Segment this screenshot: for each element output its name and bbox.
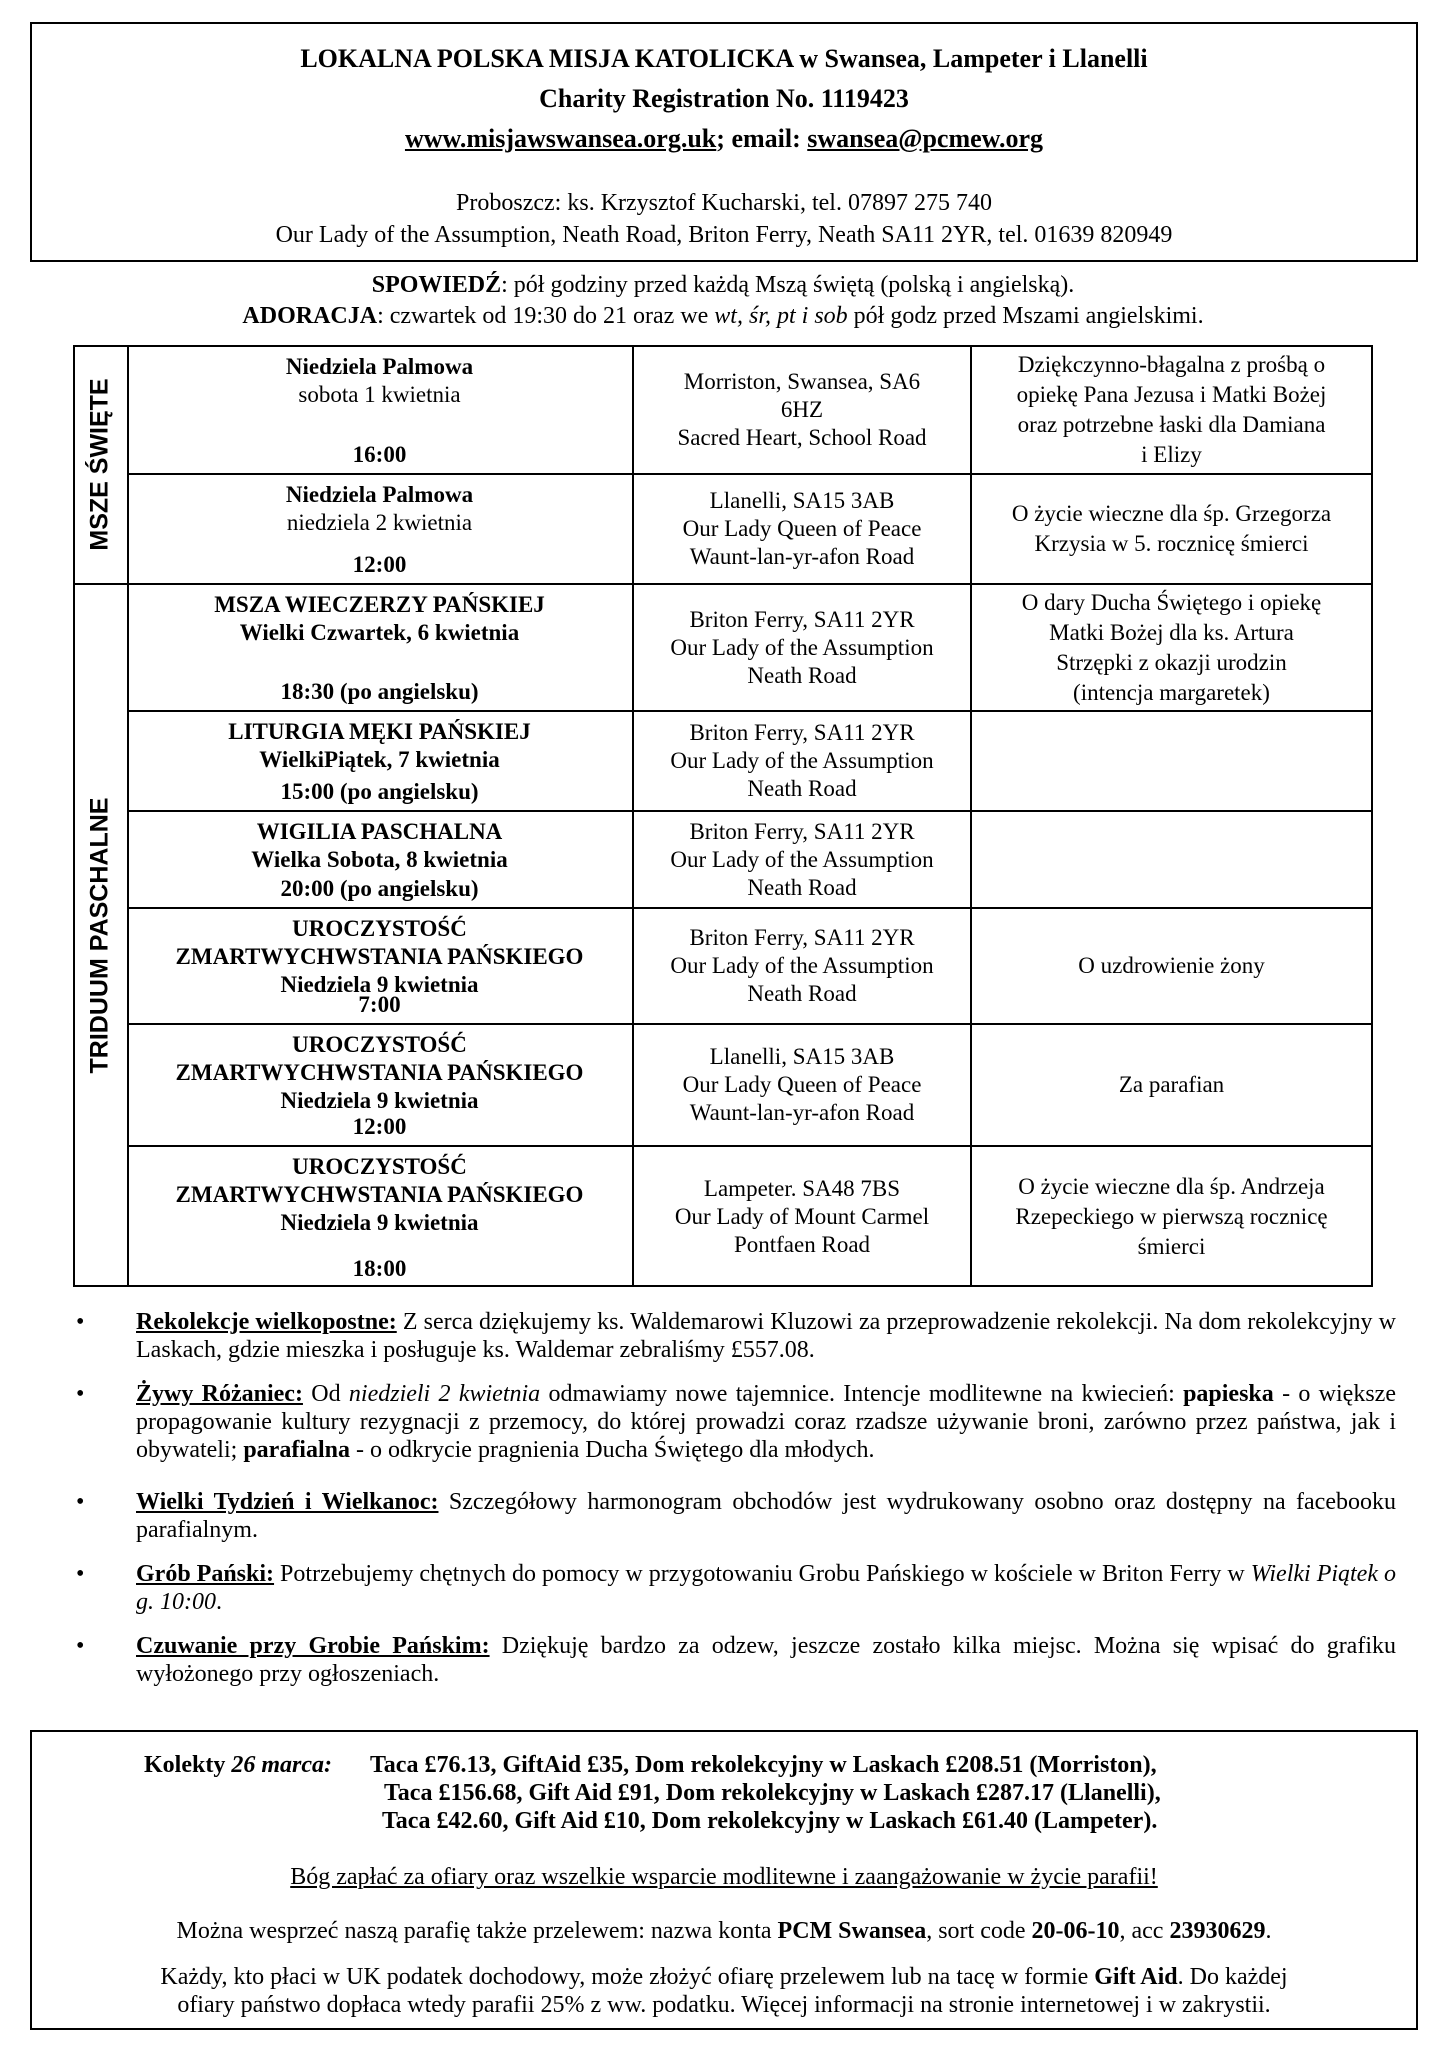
- footer-box: [30, 1730, 1418, 2030]
- intention-line: Rzepeckiego w pierwszą rocznicę: [1015, 1204, 1328, 1229]
- announcement-text: [136, 1632, 1396, 1688]
- gift-text-a: Każdy, kto płaci w UK podatek dochodowy, może złożyć ofiarę przelewem lub na tacę w formie: [160, 1964, 1095, 1990]
- intention-line: i Elizy: [1141, 442, 1202, 467]
- table-row-divider: [127, 710, 1373, 712]
- bank-transfer-info: [32, 1918, 1416, 1945]
- location-line: Pontfaen Road: [733, 1232, 871, 1257]
- confession-line: [0, 272, 1446, 299]
- bullet-icon: •: [76, 1633, 85, 1659]
- side-label-masses-text: MSZE ŚWIĘTE: [85, 377, 114, 551]
- church-address: Our Lady of the Assumption, Neath Road, Briton Ferry, Neath SA11 2YR, tel. 01639 820949: [275, 222, 1173, 248]
- confession-label: SPOWIEDŹ: [371, 272, 502, 298]
- mass-title-cell: [127, 353, 632, 409]
- table-row-divider: [127, 907, 1373, 909]
- account-number: 23930629: [1169, 1918, 1266, 1944]
- location-line: Briton Ferry, SA11 2YR: [689, 606, 915, 632]
- mission-title: LOKALNA POLSKA MISJA KATOLICKA w Swansea, Lampeter i Llanelli: [300, 44, 1148, 73]
- account-name: PCM Swansea: [777, 1918, 927, 1944]
- mass-intention: [972, 1172, 1371, 1262]
- mass-location: [634, 818, 970, 902]
- location-line: 6HZ: [780, 397, 824, 422]
- mass-title-cell: [127, 591, 632, 647]
- mass-schedule-table: [73, 345, 1373, 1287]
- mass-time: 12:00: [352, 552, 407, 577]
- mass-title: UROCZYSTOŚĆ: [292, 916, 467, 941]
- location-line: Briton Ferry, SA11 2YR: [689, 818, 915, 844]
- transfer-period: .: [1265, 1918, 1272, 1944]
- location-line: Sacred Heart, School Road: [677, 425, 927, 450]
- mass-location: [634, 487, 970, 571]
- adoration-text-2: pół godz przed Mszami angielskimi.: [847, 303, 1204, 329]
- announcement-fragment: Od: [302, 1381, 349, 1407]
- mass-location: [634, 1175, 970, 1259]
- location-line: Lampeter. SA48 7BS: [703, 1176, 901, 1201]
- priest-info: Proboszcz: ks. Krzysztof Kucharski, tel. 07897 275 740: [456, 190, 992, 216]
- gift-aid-line-1: [32, 1964, 1416, 1991]
- announcement-fragment: - o odkrycie pragnienia Ducha Świętego dla młodych.: [350, 1437, 875, 1463]
- intention-line: Matki Bożej dla ks. Artura: [1049, 619, 1294, 645]
- mass-title-cell: [127, 818, 632, 874]
- announcement-fragment: odmawiamy nowe tajemnice. Intencje modlitewne na kwiecień:: [540, 1381, 1184, 1407]
- mass-intention: [972, 1070, 1371, 1100]
- mass-time: 12:00: [352, 1114, 407, 1139]
- announcement-fragment: Szczegółowy harmonogram obchodów jest wydrukowany osobno oraz dostępny na facebooku parafialnym.: [136, 1489, 1396, 1543]
- mass-date: Wielka Sobota, 8 kwietnia: [251, 847, 508, 872]
- side-label-triduum-text: TRIDUUM PASCHALNE: [85, 797, 114, 1073]
- mass-time: 16:00: [352, 442, 407, 467]
- announcement-text: [136, 1560, 1396, 1616]
- announcement-fragment: papieska: [1183, 1381, 1274, 1407]
- collection-lampeter: Taca £42.60, Gift Aid £10, Dom rekolekcyjny w Laskach £61.40 (Lampeter).: [382, 1808, 1158, 1834]
- announcement-fragment: Potrzebujemy chętnych do pomocy w przygotowaniu Grobu Pańskiego w kościele w Briton Ferry w: [274, 1561, 1251, 1587]
- collection-label: [144, 1752, 332, 1779]
- email-link[interactable]: swansea@pcmew.org: [807, 124, 1044, 153]
- sort-label: , sort code: [926, 1918, 1032, 1944]
- gift-aid-line-2: ofiary państwo dopłaca wtedy parafii 25% z ww. podatku. Więcej informacji na stronie internetowej i w zakrystii.: [177, 1992, 1271, 2018]
- mass-location: [634, 719, 970, 803]
- location-line: Neath Road: [747, 776, 857, 801]
- transfer-text: Można wesprzeć naszą parafię także przelewem: nazwa konta: [176, 1918, 778, 1944]
- mass-date: Niedziela 9 kwietnia: [280, 1088, 479, 1113]
- sort-code: 20-06-10: [1031, 1918, 1120, 1944]
- mass-date: WielkiPiątek, 7 kwietnia: [259, 747, 500, 772]
- announcement-heading: Czuwanie przy Grobie Pańskim:: [136, 1633, 490, 1659]
- link-separator: ;: [716, 124, 732, 153]
- announcement-fragment: - o większe propagowanie kultury rezygnacji z przemocy, do której prowadzi coraz rzadsze używanie broni, zarówno przez państwa, jak i obywateli;: [136, 1381, 1396, 1463]
- mass-date: niedziela 2 kwietnia: [286, 510, 473, 535]
- adoration-days: wt, śr, pt i sob: [714, 303, 848, 329]
- location-line: Our Lady of the Assumption: [670, 748, 934, 773]
- location-line: Briton Ferry, SA11 2YR: [689, 925, 915, 950]
- mass-intention: [972, 499, 1371, 559]
- header-box: [30, 22, 1418, 262]
- mass-date: Niedziela 9 kwietnia: [280, 972, 479, 997]
- mass-title: ZMARTWYCHWSTANIA PAŃSKIEGO: [175, 944, 584, 969]
- mass-title-cell: [127, 481, 632, 537]
- intention-line: śmierci: [1137, 1234, 1206, 1259]
- location-line: Our Lady of the Assumption: [670, 953, 934, 978]
- mass-title: ZMARTWYCHWSTANIA PAŃSKIEGO: [175, 1060, 584, 1085]
- mass-date: Wielki Czwartek, 6 kwietnia: [239, 620, 520, 645]
- table-row-divider: [127, 473, 1373, 475]
- table-row-divider: [127, 1023, 1373, 1025]
- collection-llanelli: Taca £156.68, Gift Aid £91, Dom rekolekcyjny w Laskach £287.17 (Llanelli),: [384, 1780, 1161, 1806]
- intention-line: Krzysia w 5. rocznicę śmierci: [1034, 531, 1309, 556]
- mass-time: 20:00 (po angielsku): [280, 876, 479, 901]
- announcement-heading: Grób Pański:: [136, 1561, 275, 1587]
- intention-line: opiekę Pana Jezusa i Matki Bożej: [1016, 382, 1327, 407]
- table-column-divider: [73, 345, 75, 1287]
- announcement-text: [136, 1380, 1396, 1464]
- mass-location: [634, 368, 970, 452]
- mass-time: 18:00: [352, 1256, 407, 1281]
- intention-line: Strzępki z okazji urodzin: [1056, 649, 1287, 675]
- mass-intention: [972, 588, 1371, 708]
- mass-location: [634, 1043, 970, 1127]
- collection-label-text: Kolekty: [144, 1752, 232, 1778]
- table-row-divider: [127, 1145, 1373, 1147]
- location-line: Our Lady of the Assumption: [670, 846, 934, 872]
- table-row-divider: [127, 810, 1373, 812]
- location-line: Neath Road: [747, 981, 857, 1006]
- email-label: email:: [731, 124, 801, 153]
- location-line: Our Lady Queen of Peace: [682, 516, 922, 541]
- table-row-divider: [73, 583, 1373, 585]
- announcement-heading: Żywy Różaniec:: [136, 1381, 303, 1407]
- location-line: Morriston, Swansea, SA6: [683, 369, 921, 394]
- mass-title: Niedziela Palmowa: [285, 354, 474, 379]
- gift-text-b: . Do każdej: [1177, 1964, 1288, 1990]
- side-label-triduum: [73, 583, 127, 1287]
- contact-links: [32, 124, 1416, 154]
- bullet-icon: •: [76, 1561, 85, 1587]
- location-line: Neath Road: [747, 662, 857, 688]
- website-link[interactable]: www.misjawswansea.org.uk: [404, 124, 717, 153]
- table-column-divider: [1371, 345, 1373, 1287]
- mass-title: Niedziela Palmowa: [285, 482, 474, 507]
- announcement-fragment: Wielki Piątek o g. 10:00: [136, 1561, 1397, 1615]
- announcement-fragment: parafialna: [243, 1437, 350, 1463]
- bullet-icon: •: [76, 1489, 85, 1515]
- intention-line: O uzdrowienie żony: [1078, 953, 1265, 978]
- announcement-heading: Wielki Tydzień i Wielkanoc:: [136, 1489, 439, 1515]
- announcement-fragment: Z serca dziękujemy ks. Waldemarowi Kluzowi za przeprowadzenie rekolekcji. Na dom rekolekcyjny w Laskach, gdzie mieszka i posługuje ks. Waldemar zebraliśmy £557.08.: [136, 1309, 1396, 1363]
- mass-date: Niedziela 9 kwietnia: [280, 1210, 479, 1235]
- announcement-text: [136, 1308, 1396, 1364]
- announcement-fragment: niedzieli 2 kwietnia: [348, 1381, 541, 1407]
- charity-registration: Charity Registration No. 1119423: [539, 84, 909, 113]
- mass-intention: [972, 951, 1371, 981]
- collection-morriston: Taca £76.13, GiftAid £35, Dom rekolekcyjny w Laskach £208.51 (Morriston),: [370, 1752, 1157, 1778]
- announcement-fragment: .: [216, 1589, 222, 1615]
- mass-title-cell: [127, 1153, 632, 1237]
- acc-label: , acc: [1119, 1918, 1170, 1944]
- mass-date: sobota 1 kwietnia: [298, 382, 461, 407]
- intention-line: O dary Ducha Świętego i opiekę: [1021, 589, 1322, 615]
- mass-intention: [972, 350, 1371, 470]
- mass-title: UROCZYSTOŚĆ: [292, 1154, 467, 1179]
- mass-title: LITURGIA MĘKI PAŃSKIEJ: [228, 719, 531, 744]
- location-line: Briton Ferry, SA11 2YR: [689, 720, 915, 745]
- mass-time: 18:30 (po angielsku): [280, 679, 479, 704]
- adoration-line: [0, 303, 1446, 330]
- bullet-icon: •: [76, 1309, 85, 1335]
- mass-title: UROCZYSTOŚĆ: [292, 1032, 467, 1057]
- adoration-text-1: : czwartek od 19:30 do 21 oraz we: [377, 303, 715, 329]
- location-line: Llanelli, SA15 3AB: [709, 488, 895, 513]
- side-label-masses: [73, 345, 127, 583]
- location-line: Waunt-lan-yr-afon Road: [689, 1100, 915, 1125]
- location-line: Our Lady Queen of Peace: [682, 1072, 922, 1097]
- adoration-label: ADORACJA: [242, 303, 378, 329]
- collection-date: 26 marca:: [231, 1752, 332, 1778]
- intention-line: Za parafian: [1118, 1072, 1225, 1097]
- intention-line: O życie wieczne dla śp. Andrzeja: [1018, 1174, 1325, 1199]
- mass-title-cell: [127, 1031, 632, 1115]
- location-line: Llanelli, SA15 3AB: [709, 1044, 895, 1069]
- table-row-divider: [73, 1285, 1373, 1287]
- mass-location: [634, 924, 970, 1008]
- thanks-note: Bóg zapłać za ofiary oraz wszelkie wsparcie modlitewne i zaangażowanie w życie parafii!: [290, 1864, 1158, 1890]
- bullet-icon: •: [76, 1381, 85, 1407]
- intention-line: O życie wieczne dla śp. Grzegorza: [1011, 501, 1332, 526]
- intention-line: (intencja margaretek): [1073, 679, 1270, 705]
- intention-line: oraz potrzebne łaski dla Damiana: [1017, 412, 1326, 437]
- location-line: Our Lady of the Assumption: [670, 634, 934, 660]
- table-row-divider: [73, 345, 1373, 347]
- mass-time: 7:00: [358, 992, 401, 1017]
- mass-title: ZMARTWYCHWSTANIA PAŃSKIEGO: [175, 1182, 584, 1207]
- location-line: Our Lady of Mount Carmel: [674, 1204, 930, 1229]
- mass-title: MSZA WIECZERZY PAŃSKIEJ: [214, 592, 545, 617]
- confession-text: : pół godziny przed każdą Mszą świętą (polską i angielską).: [501, 272, 1075, 298]
- announcement-fragment: Dziękuję bardzo za odzew, jeszcze zostało kilka miejsc. Można się wpisać do grafiku wyłożonego przy ogłoszeniach.: [136, 1633, 1396, 1687]
- gift-aid-term: Gift Aid: [1094, 1964, 1178, 1990]
- mass-time: 15:00 (po angielsku): [280, 779, 479, 804]
- mass-title-cell: [127, 718, 632, 774]
- location-line: Waunt-lan-yr-afon Road: [689, 544, 915, 569]
- mass-title: WIGILIA PASCHALNA: [256, 819, 503, 844]
- mass-title-cell: [127, 915, 632, 999]
- intention-line: Dziękczynno-błagalna z prośbą o: [1017, 352, 1326, 377]
- location-line: Neath Road: [747, 874, 857, 900]
- announcement-heading: Rekolekcje wielkopostne:: [136, 1309, 397, 1335]
- mass-location: [634, 606, 970, 690]
- table-column-divider: [970, 345, 972, 1287]
- announcement-text: [136, 1488, 1396, 1544]
